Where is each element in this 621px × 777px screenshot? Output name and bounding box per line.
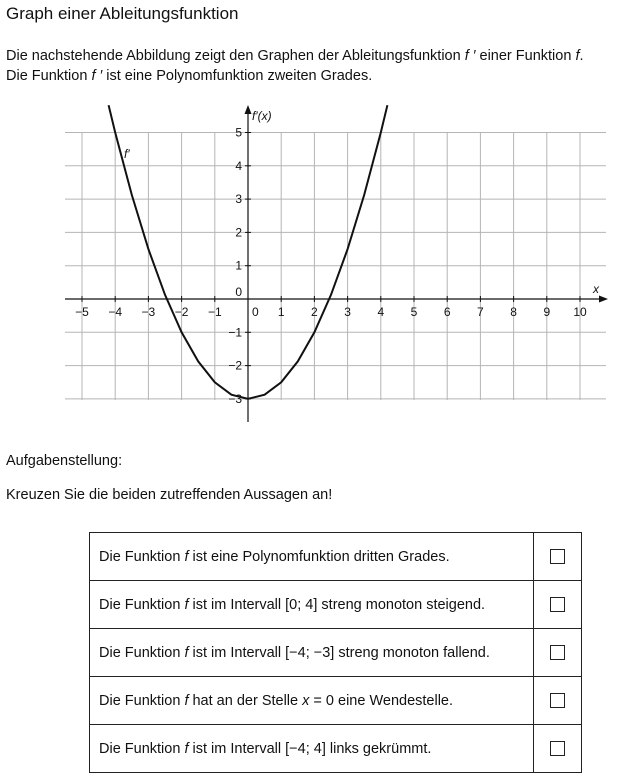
y-tick-label: 5: [235, 125, 242, 140]
intro-line-1: Die nachstehende Abbildung zeigt den Graphen der Ableitungsfunktion f ′ einer Funktion f.: [6, 48, 584, 64]
x-tick-label: −4: [108, 305, 123, 319]
option-2-checkbox[interactable]: [550, 597, 565, 612]
x-tick-label: 10: [573, 305, 587, 319]
curve-label: f′: [124, 147, 130, 161]
x-tick-label: −2: [174, 305, 189, 319]
x-tick-label: 1: [277, 305, 285, 319]
chart-axes: [65, 105, 608, 422]
y-tick-label: −1: [228, 325, 242, 340]
checkbox-cell: [534, 725, 582, 773]
x-tick-label: −3: [141, 305, 156, 319]
x-tick-label: 4: [377, 305, 385, 319]
derivative-graph: [0, 100, 621, 430]
x-tick-label: 6: [443, 305, 451, 319]
y-axis-arrow: [245, 105, 252, 114]
x-tick-label: −1: [207, 305, 222, 319]
chart-grid: [65, 133, 606, 401]
intro-text: [6, 46, 616, 86]
y-tick-label: 0: [235, 285, 242, 299]
option-text: Die Funktion f ist eine Polynomfunktion dritten Grades.: [90, 533, 534, 581]
option-row: [90, 533, 582, 581]
page-title: Graph einer Ableitungsfunktion: [6, 4, 239, 23]
y-axis-label: f′(x): [252, 109, 272, 123]
option-text: Die Funktion f ist im Intervall [−4; −3] streng monoton fallend.: [90, 629, 534, 677]
x-tick-label: 7: [477, 305, 484, 319]
answer-table: [89, 532, 582, 773]
x-tick-label: 9: [543, 305, 551, 319]
x-axis-label: x: [593, 282, 599, 296]
checkbox-cell: [534, 677, 582, 725]
option-text: Die Funktion f ist im Intervall [0; 4] streng monoton steigend.: [90, 581, 534, 629]
option-row: [90, 581, 582, 629]
x-axis-arrow: [599, 296, 608, 303]
y-tick-label: −2: [228, 358, 242, 373]
y-tick-label: 4: [235, 158, 242, 173]
x-tick-label: −5: [75, 305, 89, 319]
x-tick-label: 8: [510, 305, 517, 319]
option-5-checkbox[interactable]: [550, 741, 565, 756]
option-text: Die Funktion f ist im Intervall [−4; 4] links gekrümmt.: [90, 725, 534, 773]
option-row: [90, 725, 582, 773]
option-1-checkbox[interactable]: [550, 549, 565, 564]
y-tick-label: 1: [235, 258, 242, 273]
option-4-checkbox[interactable]: [550, 693, 565, 708]
x-tick-label: 2: [311, 305, 318, 319]
y-tick-label: −3: [228, 391, 242, 406]
x-tick-label: 0: [252, 305, 259, 319]
checkbox-cell: [534, 629, 582, 677]
option-3-checkbox[interactable]: [550, 645, 565, 660]
y-tick-label: 3: [235, 192, 242, 207]
x-tick-label: 3: [344, 305, 351, 319]
checkbox-cell: [534, 533, 582, 581]
task-heading: Aufgabenstellung:: [6, 453, 123, 469]
intro-line-2: Die Funktion f ′ ist eine Polynomfunktion zweiten Grades.: [6, 68, 373, 84]
y-tick-label: 2: [235, 225, 242, 240]
option-row: [90, 629, 582, 677]
x-tick-label: 5: [410, 305, 418, 319]
task-instruction: Kreuzen Sie die beiden zutreffenden Aussagen an!: [6, 487, 333, 503]
option-text: Die Funktion f hat an der Stelle x = 0 eine Wendestelle.: [90, 677, 534, 725]
option-row: [90, 677, 582, 725]
checkbox-cell: [534, 581, 582, 629]
